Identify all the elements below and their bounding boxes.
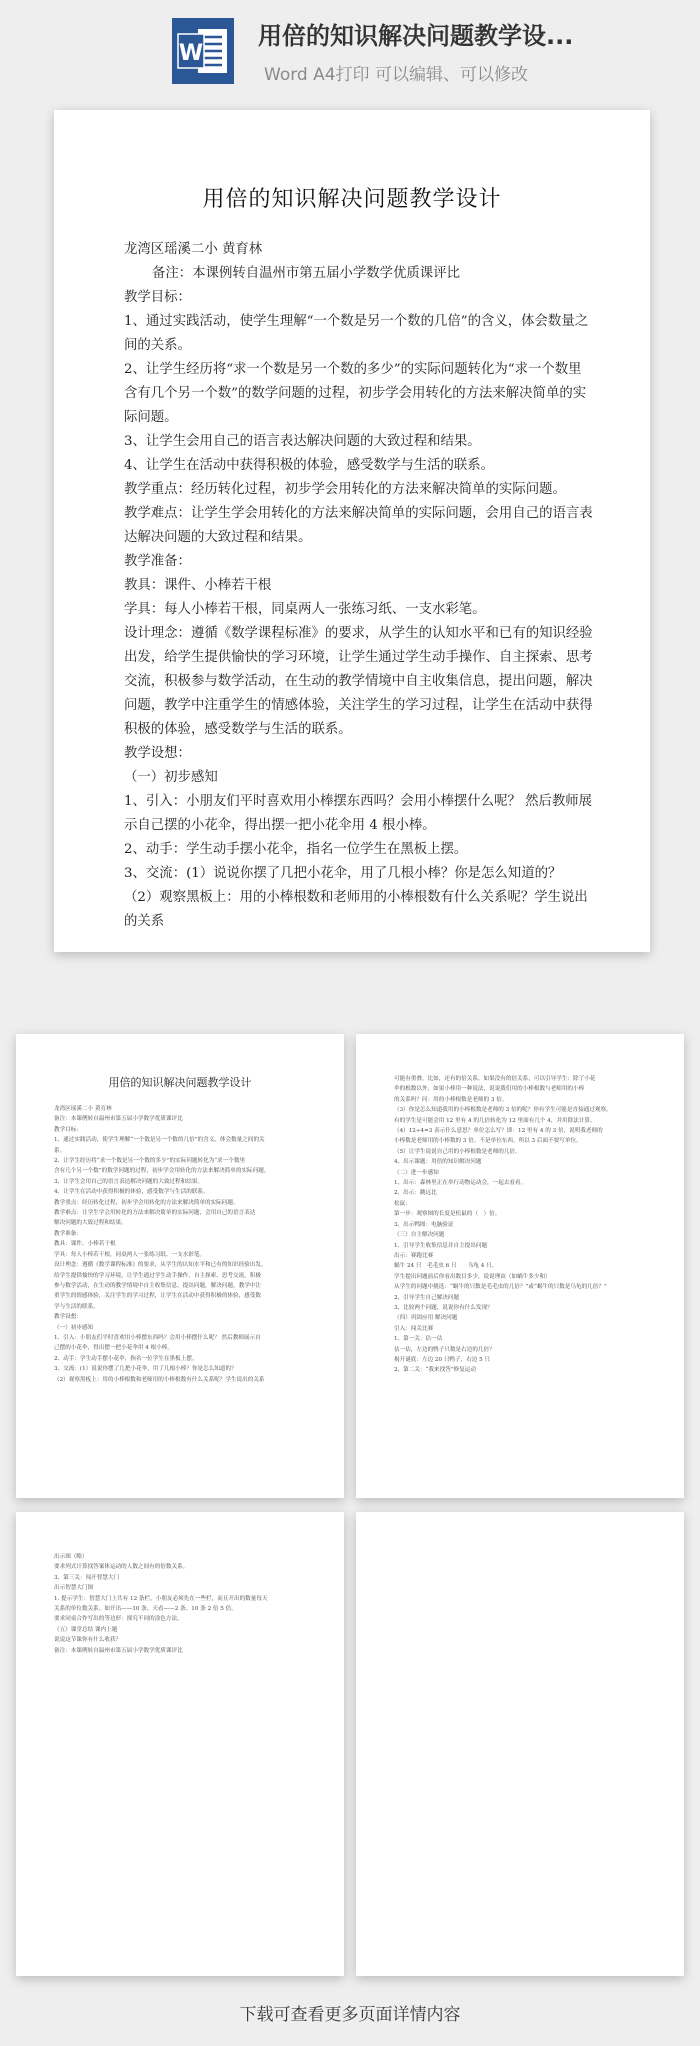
text-line: 教学目标： [54,1126,82,1133]
text-line: 松鼠： [394,1200,411,1207]
text-line: 2、让学生经历将“求一个数是另一个数的多少”的实际问题转化为“求一个数里 [54,1158,246,1165]
text-line: （三）自主解决问题 [394,1232,445,1239]
text-line: 第一步：观察图的长度是松鼠的（ ）倍。 [394,1211,501,1218]
text-line: （五）课堂总结 课内上题 [54,1626,118,1633]
paragraph: 3、让学生会用自己的语言表达解决问题的大致过程和结果。 [124,434,481,449]
text-line: 3、让学生会用自己的语言表达解决问题的大致过程和结果。 [54,1178,203,1185]
text-line: （二）进一步感知 [394,1169,439,1176]
note-line: 备注：本课例转自温州市第五届小学数学优质课评比 [152,266,460,281]
text-line: 有的学生是可能会用 12 里有 4 的几倍转化为 12 里面有几个 4，并用除法计算。 [394,1117,596,1124]
paragraph: 1、引入：小朋友们平时喜欢用小棒摆东西吗？会用小棒摆什么呢？ 然后教师展示自己摆的小花伞，得出摆一把小花伞用 4 根小棒。 [124,794,593,833]
page-3-thumbnail [356,1034,684,1498]
thumbnail-text [54,1104,306,1385]
text-line: 教学难点：让学生学会用转化的方法来解决简单的实际问题，会用自己的语言表达 [54,1210,256,1217]
text-line: 学与生活的联系。 [54,1303,99,1310]
text-line: 3、比较两个问题，说说你有什么发现？ [394,1304,493,1311]
text-line: 引入：闯关比赛 [394,1325,434,1332]
text-line: 2、出示：跳远比 [394,1190,437,1197]
text-line: 1、通过实践活动，使学生理解“一个数是另一个数的几倍”的含义，体会数量之间的关 [54,1137,265,1144]
page-2-thumbnail [16,1034,344,1498]
paragraph: 4、让学生在活动中获得积极的体验，感受数学与生活的联系。 [124,458,495,473]
text-line: 3、第三关：闯开智慧大门 [54,1574,120,1581]
text-line: 蜗牛 24 只 毛毛虫 6 只 乌龟 4 只。 [394,1263,498,1270]
paragraph: 教学重点：经历转化过程，初步学会用转化的方法来解决简单的实际问题。 [124,482,566,497]
text-line: 估一估，左边的鸭子只数是右边的几倍？ [394,1346,495,1353]
text-line: 重学生的情感体验，关注学生的学习过程，让学生在活动中获得积极的体验，感受数 [54,1293,261,1300]
paragraph: 学具：每人小棒若干根，同桌两人一张练习纸、一支水彩笔。 [124,602,486,617]
text-line: 教学重点：经历转化过程，初步学会用转化的方法来解决简单的实际问题。 [54,1199,239,1206]
text-line: 出示图（略） [54,1554,88,1560]
text-line: 2、引导学生自己解决问题 [394,1294,460,1301]
thumbnail-text [54,1552,306,1656]
thumbnail-title: 用倍的知识解决问题教学设计 [108,1076,252,1089]
word-icon [172,18,234,84]
text-line: 己摆的小花伞，得出摆一把小花伞用 4 根小棒。 [54,1345,173,1352]
document-subtitle: Word A4打印 可以编辑、可以修改 [264,65,528,85]
text-line: 出示智慧大门图 [54,1585,94,1592]
text-line: 1. 提示学生：智慧大门上共有 12 条栏，小朋友必须先在一些栏，而且开出的数量每天 [54,1595,268,1602]
thumbnail-text [394,1074,646,1376]
text-line: 揭开谜底：左边 20 只鸭子，右边 5 只 [394,1356,491,1363]
text-line: 3、出示鸭图：电脑验证 [394,1221,454,1228]
text-line: 4、出示课题：用倍的知识解决问题 [394,1159,482,1166]
text-line: 伞的根数以外，如果小棒用一种说法，说说我们用的小棒根数与老师用的小棒 [394,1086,585,1093]
text-line: 含有几个另一个数”的数学问题的过程，初步学会用转化的方法来解决简单的实际问题。 [54,1168,270,1175]
paragraph: 教具：课件、小棒若干根 [124,578,272,593]
paragraph: 2、动手：学生动手摆小花伞，指名一位学生在黑板上摆。 [124,842,468,857]
text-line: 解决问题的大致过程和结果。 [54,1220,127,1227]
text-line: （4）12÷4=3 表示什么意思？单位怎么写？即：12 里有 4 的 3 倍，说明我老师的 [394,1128,603,1135]
paragraph: 2、让学生经历将“求一个数是另一个数的多少”的实际问题转化为“求一个数里含有几个另一个数”的数学问题的过程，初步学会用转化的方法来解决简单的实际问题。 [124,362,587,425]
text-line: 1、出示：森林里正在举行动物运动会，一起去看看。 [394,1180,527,1187]
text-line: 出示：赛跑比赛 [394,1252,434,1259]
paragraph: 教学目标： [124,290,191,305]
text-line: 设计理念：遵循《数学课程标准》的要求，从学生的认知水平和已有的知识经验出发， [54,1262,267,1269]
text-line: 学生提出问题前后你看出数目多少，说说理由（如蜗牛多少和） [394,1273,551,1280]
text-line: 1、引导学生收集信息并自主提出问题 [394,1242,488,1249]
text-line: 要求同桌合作写出的等边形：探究不同的涂色方法。 [54,1616,183,1623]
text-line: 要求列式计算找答案体运动的人数之间有的倍数关系。 [54,1564,189,1571]
page-4-thumbnail [16,1512,344,1976]
paragraph: 教学准备： [124,554,191,569]
text-line: 教学准备： [54,1230,82,1237]
text-line: （一）初步感知 [54,1324,94,1331]
text-line: 2、动手：学生动手摆小花伞，指名一位学生在黑板上摆。 [54,1355,198,1362]
text-line: 备注：本课例转自温州市第五届小学数学优质课评比 [54,1647,183,1654]
page-1-preview [54,110,650,952]
paragraph: 设计理念：遵循《数学课程标准》的要求，从学生的认知水平和已有的知识经验出发，给学生提供愉快的学习环境，让学生通过学生动手操作、自主探索、思考交流，积极参与数学活动，在生动的教学情境中自主收集信息，提出问题，解决问题，教学中注重学生的情感体验，关注学生的学习过程，让学生在活动中获得积极的体验，感受数学与生活的联系。 [124,626,593,737]
word-icon-letter: W [178,41,204,66]
text-line: 说说这节课你有什么收获？ [54,1637,122,1644]
document-title: 用倍的知识解决问题教学设... [258,22,574,50]
paragraph: （2）观察黑板上：用的小棒根数和老师用的小棒根数有什么关系呢？学生说出的关系 [124,890,588,929]
download-more-link[interactable]: 下载可查看更多页面详情内容 [239,2005,461,2025]
page-5-thumbnail [356,1512,684,1976]
text-line: 4、让学生在活动中获得积极的体验，感受数学与生活的联系。 [54,1189,209,1196]
text-line: 备注：本课例转自温州市第五届小学数学优质课评比 [54,1116,183,1123]
text-line: （5）让学生说说自己用的小棒根数是老师的几倍。 [394,1148,521,1155]
text-line: 参与数学活动，在生动的教学情境中自主收集信息，提出问题，解决问题，教学中注 [54,1282,261,1289]
text-line: 3、交流：(1）说说你摆了几把小花伞，用了几根小棒？你是怎么知道的？ [54,1366,237,1373]
text-line: 的关系吗？问：用的小棒根数是老师的 3 倍。 [394,1096,508,1103]
text-line: （3）你是怎么知道我用的小棒根数是老师的 3 倍的呢？你有学生可能是直接通过观察， [394,1107,612,1114]
paragraph: 1、通过实践活动，使学生理解“一个数是另一个数的几倍”的含义，体会数量之间的关系。 [124,314,589,353]
paragraph: （一）初步感知 [124,770,218,785]
text-line: 2、第二关：“我来找答”修复运动 [394,1367,476,1374]
author-line: 龙湾区瑶溪二小 黄育林 [124,242,263,257]
text-line: 关系的单位数关系。如开出——10 条、天看——2 条、10 条 2 倍 5 倍。 [54,1606,237,1613]
text-line: 教学设想： [54,1314,82,1321]
text-line: 龙湾区瑶溪二小 黄育林 [54,1106,112,1112]
text-line: 小棒数是老师用的小棒数的 3 倍。不是单位东西，所以 3 后面不要写单位。 [394,1138,582,1145]
text-line: 可能有重叠，比如，还有的倍关系。如果没有的倍关系，可以引导学生：除了小花 [394,1076,596,1082]
text-line: 1、引入：小朋友们平时喜欢用小棒摆东西吗？会用小棒摆什么呢？ 然后教师展示自 [54,1334,261,1341]
text-line: 给学生提供愉快的学习环境，让学生通过学生动手操作、自主探索、思考交流，积极 [54,1272,261,1279]
header [0,0,700,100]
text-line: （2）观察黑板上：用的小棒根数和老师用的小棒根数有什么关系呢？学生说出的关系 [54,1376,265,1383]
page-1-body [124,238,594,934]
text-line: 学具：每人小棒若干根，同桌两人一张练习纸、一支水彩笔。 [54,1251,206,1258]
text-line: 系。 [54,1147,66,1154]
page-title: 用倍的知识解决问题教学设计 [202,187,502,212]
text-line: （四）巩固应用 解决问题 [394,1315,458,1322]
text-line: 1、第一关：估一估 [394,1336,443,1343]
paragraph: 教学设想： [124,746,191,761]
paragraph: 3、交流：(1）说说你摆了几把小花伞，用了几根小棒？你是怎么知道的？ [124,866,562,881]
paragraph: 教学难点：让学生学会用转化的方法来解决简单的实际问题，会用自己的语言表达解决问题的大致过程和结果。 [124,506,593,545]
text-line: 从学生的问题中挑选：“蜗牛的只数是毛毛虫的几倍？”或“蜗牛的只数是乌龟的几倍？” [394,1284,607,1291]
text-line: 教具：课件、小棒若干根 [54,1241,116,1248]
